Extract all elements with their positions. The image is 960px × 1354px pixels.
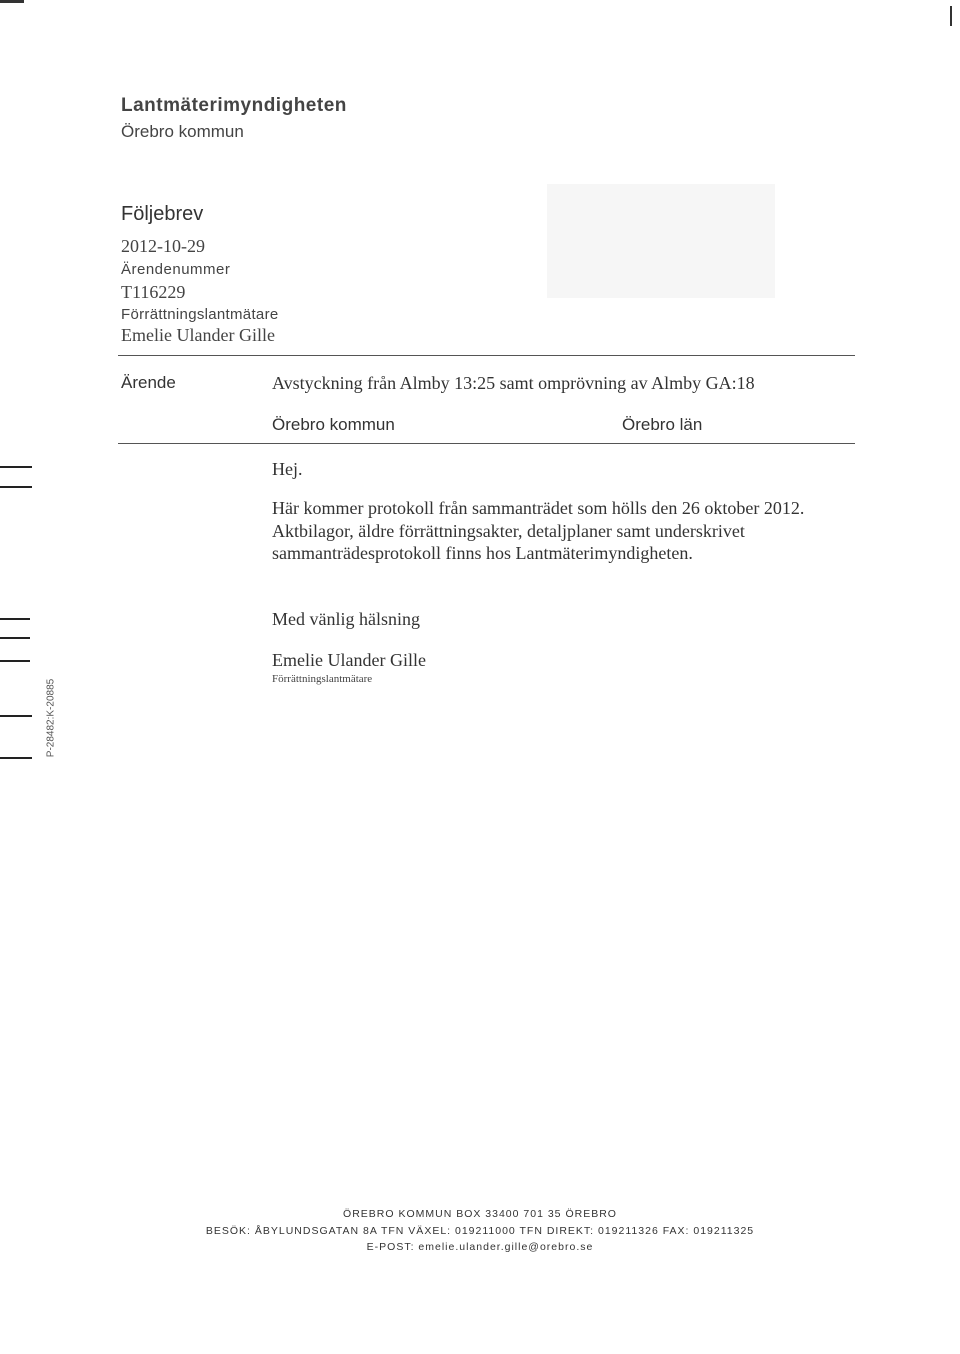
footer-address: ÖREBRO KOMMUN BOX 33400 701 35 ÖREBRO <box>343 1208 617 1220</box>
county-name: Örebro län <box>622 415 703 434</box>
signer-role: Förrättningslantmätare <box>272 673 373 685</box>
margin-mark <box>0 618 30 620</box>
case-number: T116229 <box>121 282 186 302</box>
surveyor-role-label: Förrättningslantmätare <box>121 306 279 323</box>
case-number-label: Ärendenummer <box>121 261 231 278</box>
signer-name: Emelie Ulander Gille <box>272 650 426 670</box>
margin-mark <box>0 637 30 639</box>
agency-name: Lantmäterimyndigheten <box>121 95 347 116</box>
footer-email: E-POST: emelie.ulander.gille@orebro.se <box>366 1241 594 1253</box>
margin-mark <box>0 660 30 662</box>
scan-edge-mark <box>950 6 952 26</box>
margin-mark <box>0 715 32 717</box>
municipality-name: Örebro kommun <box>121 122 244 141</box>
margin-archive-code: P-28482:K-20885 <box>45 678 57 758</box>
subject-text: Avstyckning från Almby 13:25 samt omprövning av Almby GA:18 <box>272 373 755 393</box>
divider <box>118 443 855 444</box>
footer-contact: BESÖK: ÅBYLUNDSGATAN 8A TFN VÄXEL: 019211000 TFN DIREKT: 019211326 FAX: 019211325 <box>205 1225 755 1237</box>
document-date: 2012-10-29 <box>121 236 205 256</box>
letter-body: Här kommer protokoll från sammanträdet som hölls den 26 oktober 2012. Aktbilagor, äldre förrättningsakter, detaljplaner samt underskrivet sammanträdesprotokoll finns hos Lantmäterimyndigheten. <box>272 498 805 563</box>
scan-shadow-area <box>547 184 775 298</box>
document-title: Följebrev <box>121 203 204 225</box>
surveyor-name: Emelie Ulander Gille <box>121 325 275 345</box>
commune-name: Örebro kommun <box>272 415 395 434</box>
margin-mark <box>0 486 32 488</box>
divider <box>118 355 855 356</box>
greeting: Hej. <box>272 459 303 479</box>
scan-edge-mark <box>0 0 24 3</box>
subject-label: Ärende <box>121 373 176 392</box>
margin-mark <box>0 757 32 759</box>
closing-phrase: Med vänlig hälsning <box>272 609 420 629</box>
margin-mark <box>0 466 32 468</box>
